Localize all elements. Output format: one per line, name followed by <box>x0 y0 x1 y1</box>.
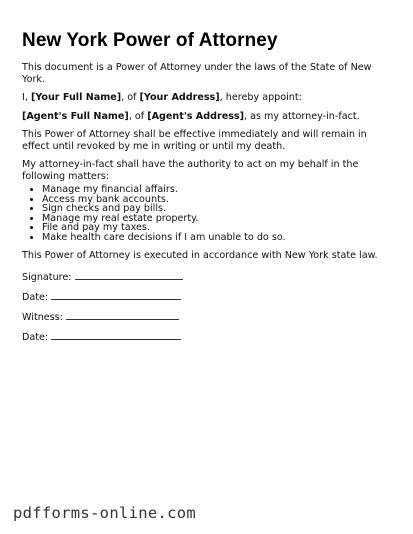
list-item: • Manage my financial affairs. <box>42 185 394 195</box>
signature-label: Signature: <box>22 271 75 283</box>
date2-line <box>22 331 394 343</box>
date-line <box>22 291 394 303</box>
document-title: New York Power of Attorney <box>22 30 278 51</box>
document-body <box>22 30 394 351</box>
date2-field[interactable] <box>51 331 181 340</box>
principal-middle: , of <box>121 92 140 103</box>
authority-intro: My attorney-in-fact shall have the authority to act on my behalf in the following matters: <box>22 159 359 182</box>
witness-label: Witness: <box>22 311 66 323</box>
list-item: • Make health care decisions if I am unable to do so. <box>42 233 394 243</box>
law-statement: This Power of Attorney is executed in accordance with New York state law. <box>22 250 378 261</box>
agent-middle: , of <box>128 110 148 122</box>
list-item: • File and pay my taxes. <box>42 223 394 233</box>
date-label: Date: <box>22 291 52 303</box>
witness-field[interactable] <box>66 311 179 320</box>
principal-name-placeholder: [Your Full Name] <box>30 92 122 103</box>
effective-paragraph: This Power of Attorney shall be effective immediately and will remain in effect until revoked by me in writing or until my death. <box>22 129 367 152</box>
agent-paragraph <box>22 111 394 123</box>
signature-field[interactable] <box>75 271 183 280</box>
principal-paragraph <box>22 92 394 104</box>
signature-line <box>22 271 394 283</box>
principal-suffix: , hereby appoint: <box>219 92 302 103</box>
principal-address-placeholder: [Your Address] <box>139 92 220 103</box>
authority-list <box>22 185 394 242</box>
list-item: • Access my bank accounts. <box>42 195 394 205</box>
site-watermark: pdfforms-online.com <box>13 504 197 522</box>
agent-address-placeholder: [Agent's Address] <box>147 110 245 122</box>
date2-label: Date: <box>22 331 52 343</box>
agent-suffix: , as my attorney-in-fact. <box>244 110 360 122</box>
principal-prefix: I, <box>22 92 31 103</box>
list-item: • Sign checks and pay bills. <box>42 204 394 214</box>
list-item: • Manage my real estate property. <box>42 214 394 224</box>
date-field[interactable] <box>51 291 181 300</box>
witness-line <box>22 311 394 323</box>
intro-paragraph: This document is a Power of Attorney under the laws of the State of New York. <box>22 62 372 85</box>
agent-name-placeholder: [Agent's Full Name] <box>22 110 129 122</box>
